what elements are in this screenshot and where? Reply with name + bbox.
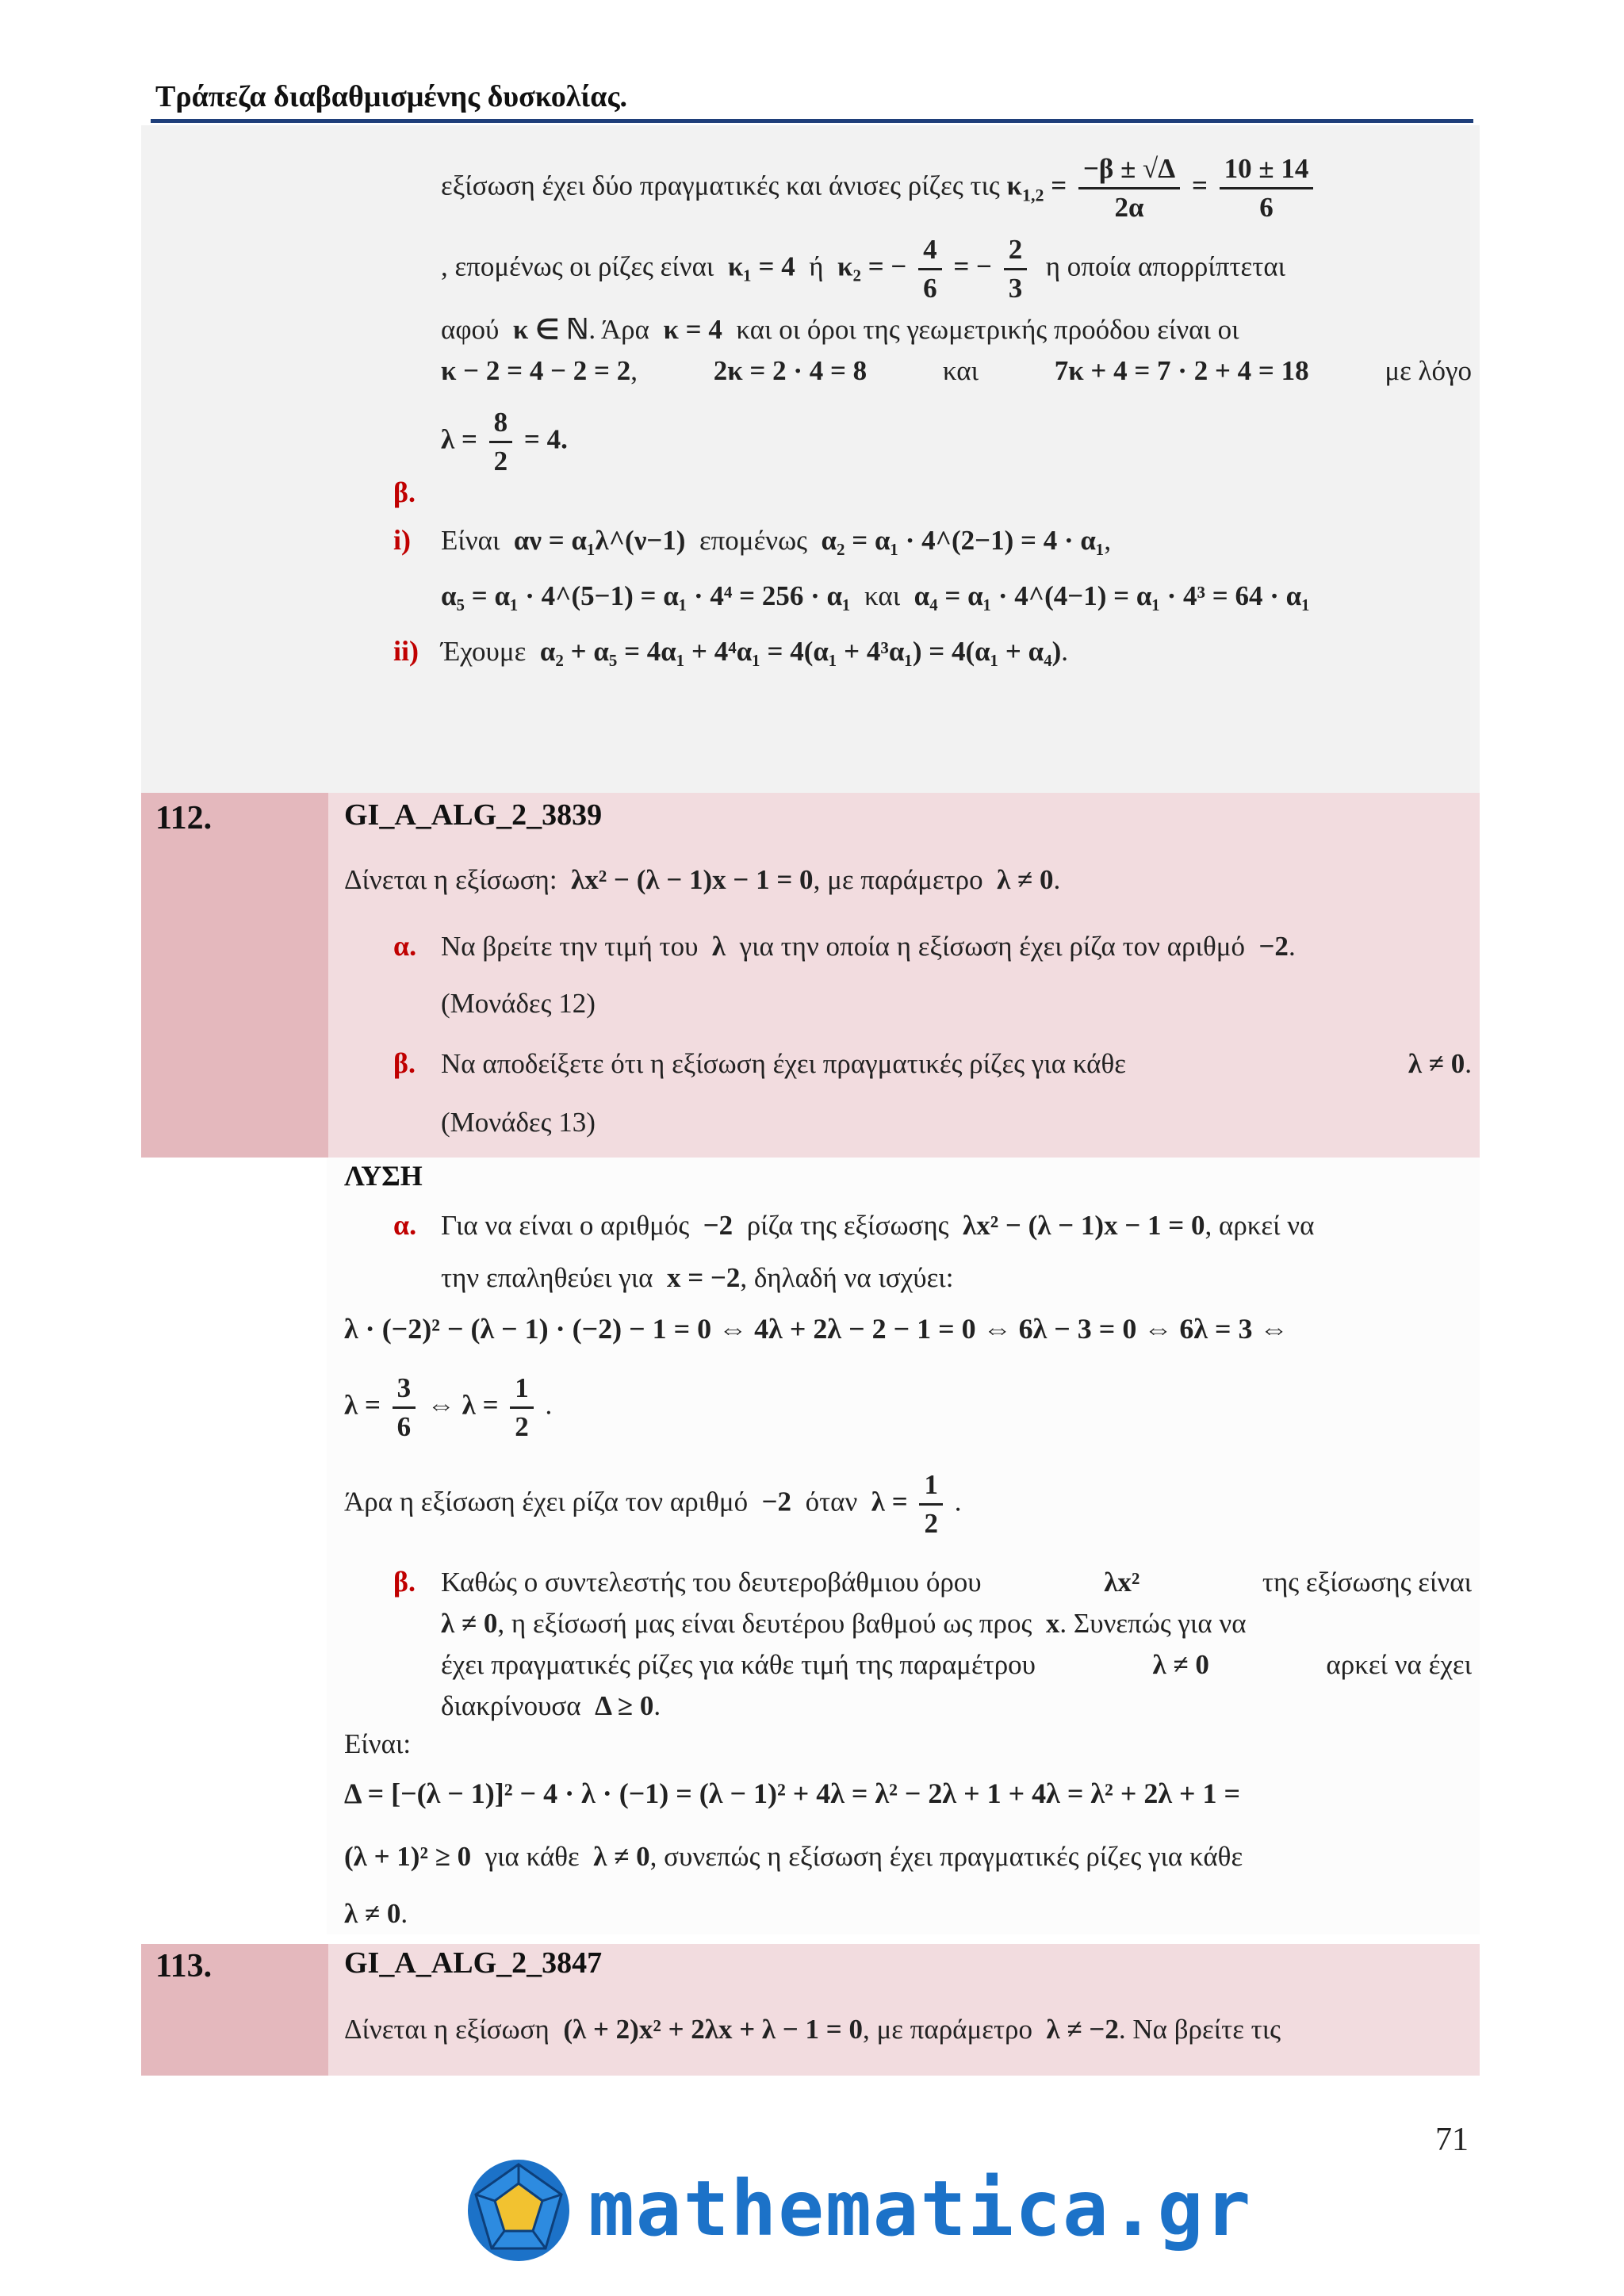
math: κ₁ = 4 xyxy=(727,251,795,282)
problem-112-a-points: (Μονάδες 12) xyxy=(441,988,596,1019)
math: λ = xyxy=(344,1389,381,1421)
frac-num: 10 ± 14 xyxy=(1220,151,1314,189)
text: . Συνεπώς για να xyxy=(1059,1608,1247,1639)
math-sub: 1,2 xyxy=(1021,185,1044,205)
prev-line-4 xyxy=(441,354,1472,388)
frac-den: 6 xyxy=(1259,192,1274,223)
text: . xyxy=(954,1486,962,1517)
math: λ ≠ 0 xyxy=(1408,1048,1465,1079)
solution-a-conclusion xyxy=(344,1467,961,1542)
text: . xyxy=(545,1389,553,1421)
prev-line-5 xyxy=(441,404,568,480)
math: (λ + 2)x² + 2λx + λ − 1 = 0 xyxy=(563,2014,863,2045)
logo-icon xyxy=(465,2156,573,2264)
math: λ ≠ −2 xyxy=(1046,2014,1119,2045)
solution-einai: Είναι: xyxy=(344,1728,412,1759)
frac-den: 2 xyxy=(493,446,508,476)
math: κ ∈ ℕ xyxy=(512,314,589,345)
solution-a-equation: λ · (−2)² − (λ − 1) · (−2) − 1 = 0 ⇔ 4λ + 2λ − 2 − 1 = 0 ⇔ 6λ − 3 = 0 ⇔ 6λ = 3 ⇔ xyxy=(344,1313,1289,1345)
solution-b-line-2 xyxy=(441,1606,1247,1641)
frac-den: 6 xyxy=(396,1411,412,1442)
frac-num: 4 xyxy=(918,232,942,270)
math: α₄ = α₁ · 4^(4−1) = α₁ · 4³ = 64 · α₁ xyxy=(914,580,1310,611)
text: Να βρείτε την τιμή του xyxy=(441,931,699,962)
math-eq: = xyxy=(1051,170,1067,201)
frac-num: 1 xyxy=(919,1467,943,1506)
math: α₂ = α₁ · 4^(2−1) = 4 · α₁ xyxy=(821,525,1105,556)
text: , συνεπώς η εξίσωση έχει πραγματικές ρίζες για κάθε xyxy=(649,1841,1243,1872)
problem-112-number: 112. xyxy=(155,800,213,836)
problem-112-statement-cell xyxy=(328,793,1480,1158)
solution-b-line-1 xyxy=(441,1565,1472,1600)
math: κ = 4 xyxy=(663,314,722,345)
math: = − xyxy=(953,251,992,282)
text: η οποία απορρίπτεται xyxy=(1045,251,1286,282)
text: την επαληθεύει για xyxy=(441,1262,653,1293)
problem-112-a xyxy=(441,929,1296,964)
text: Έχουμε xyxy=(441,636,527,667)
prev-line-2 xyxy=(441,232,1285,307)
problem-112-b-label: β. xyxy=(393,1047,416,1079)
math: x = −2 xyxy=(667,1262,741,1293)
text: Δίνεται η εξίσωση xyxy=(344,2014,550,2045)
math: λ = xyxy=(871,1486,908,1517)
text: έχει πραγματικές ρίζες για κάθε τιμή της παραμέτρου xyxy=(441,1649,1036,1680)
text: Για να είναι ο αριθμός xyxy=(441,1210,690,1241)
prev-line-i xyxy=(441,523,1111,558)
text: . Άρα xyxy=(588,314,649,345)
text: αφού xyxy=(441,314,500,345)
math: −2 xyxy=(1258,931,1289,962)
fraction xyxy=(1004,232,1028,307)
text: , δηλαδή να ισχύει: xyxy=(740,1262,954,1293)
frac-num: 8 xyxy=(489,404,513,443)
running-header: Τράπεζα διαβαθμισμένης δυσκολίας. xyxy=(155,80,627,113)
solution-b-line-4 xyxy=(441,1689,661,1724)
text: ρίζα της εξίσωσης xyxy=(746,1210,949,1241)
problem-113-number: 113. xyxy=(155,1948,213,1984)
text: επομένως xyxy=(699,525,807,556)
text: αρκεί να έχει xyxy=(1326,1649,1472,1680)
text: , με παράμετρο xyxy=(813,864,983,895)
math: ⇔ λ = xyxy=(427,1389,499,1421)
text: όταν xyxy=(805,1486,858,1517)
text: . xyxy=(1061,636,1069,667)
frac-den: 2 xyxy=(515,1411,529,1442)
math: λ xyxy=(711,931,726,962)
math: λx² − (λ − 1)x − 1 = 0 xyxy=(963,1210,1205,1241)
frac-den: 2α xyxy=(1114,192,1144,223)
part-ii-label: ii) xyxy=(393,635,419,667)
math-eq: = xyxy=(1191,170,1208,201)
frac-num: 1 xyxy=(510,1370,534,1409)
problem-112-b-points: (Μονάδες 13) xyxy=(441,1107,596,1138)
prev-line-1 xyxy=(441,151,1318,226)
text: . xyxy=(653,1690,661,1721)
math: λ ≠ 0 xyxy=(1152,1649,1209,1680)
math: λ ≠ 0 xyxy=(593,1841,650,1872)
text: ή xyxy=(809,251,824,282)
math: λx² − (λ − 1)x − 1 = 0 xyxy=(571,864,814,895)
text: με λόγο xyxy=(1385,355,1472,386)
logo-wordmark: mathematica.gr xyxy=(588,2164,1253,2253)
frac-den: 6 xyxy=(923,273,937,304)
math: 7κ + 4 = 7 · 2 + 4 = 18 xyxy=(1054,355,1309,386)
math: α₅ = α₁ · 4^(5−1) = α₁ · 4⁴ = 256 · α₁ xyxy=(441,580,851,611)
problem-113-statement xyxy=(344,2012,1281,2047)
problem-112-number-cell xyxy=(141,793,328,1158)
math: −2 xyxy=(703,1210,733,1241)
prev-line-3 xyxy=(441,312,1239,347)
problem-112-statement xyxy=(344,863,1060,897)
text: Δίνεται η εξίσωση: xyxy=(344,864,557,895)
solution-discriminant: Δ = [−(λ − 1)]² − 4 · λ · (−1) = (λ − 1)² + 4λ = λ² − 2λ + 1 + 4λ = λ² + 2λ + 1 = xyxy=(344,1777,1241,1809)
page-number: 71 xyxy=(1435,2122,1469,2158)
text: . xyxy=(1465,1048,1472,1079)
text: , η εξίσωσή μας είναι δευτέρου βαθμού ως προς xyxy=(497,1608,1032,1639)
frac-num: 3 xyxy=(393,1370,416,1409)
fraction xyxy=(393,1370,416,1445)
text: εξίσωση έχει δύο πραγματικές και άνισες ρίζες τις xyxy=(441,170,1000,201)
fraction xyxy=(919,1467,943,1542)
prev-line-i2 xyxy=(441,579,1310,614)
math: α₂ + α₅ = 4α₁ + 4⁴α₁ = 4(α₁ + 4³α₁) = 4(α₁ + α₄) xyxy=(539,636,1062,667)
fraction xyxy=(918,232,942,307)
math: x xyxy=(1045,1608,1060,1639)
text: , xyxy=(630,355,638,386)
text: , επομένως οι ρίζες είναι xyxy=(441,251,714,282)
text: και οι όροι της γεωμετρικής προόδου είναι οι xyxy=(736,314,1239,345)
math: 2κ = 2 · 4 = 8 xyxy=(713,355,868,386)
text: για κάθε xyxy=(485,1841,580,1872)
problem-112-code: GI_A_ALG_2_3839 xyxy=(344,798,603,832)
math: λ ≠ 0 xyxy=(441,1608,498,1639)
fraction xyxy=(1078,151,1180,226)
fraction xyxy=(489,404,513,480)
solution-b-label: β. xyxy=(393,1566,416,1598)
fraction xyxy=(1220,151,1314,226)
math: λ = xyxy=(441,423,477,455)
text: Καθώς ο συντελεστής του δευτεροβάθμιου όρου xyxy=(441,1567,982,1598)
part-beta-label: β. xyxy=(393,476,416,508)
text: . xyxy=(1053,864,1061,895)
solution-a-label: α. xyxy=(393,1209,417,1241)
text: για την οποία η εξίσωση έχει ρίζα τον αριθμό xyxy=(739,931,1245,962)
math: (λ + 1)² ≥ 0 xyxy=(344,1841,472,1872)
solution-b-line-3 xyxy=(441,1647,1472,1682)
solution-heading: ΛΥΣΗ xyxy=(344,1160,423,1192)
text: Να αποδείξετε ότι η εξίσωση έχει πραγματικές ρίζες για κάθε xyxy=(441,1048,1126,1079)
solution-discriminant-3 xyxy=(344,1896,408,1931)
problem-113-code: GI_A_ALG_2_3847 xyxy=(344,1946,603,1980)
frac-num: −β ± √Δ xyxy=(1078,151,1180,189)
problem-112-b xyxy=(441,1047,1472,1081)
text: , με παράμετρο xyxy=(862,2014,1033,2045)
solution-a-result xyxy=(344,1370,552,1445)
text: διακρίνουσα xyxy=(441,1690,581,1721)
text: Είναι xyxy=(441,525,500,556)
frac-num: 2 xyxy=(1004,232,1028,270)
text: και xyxy=(864,580,901,611)
math: Δ ≥ 0 xyxy=(595,1690,654,1721)
text: . Να βρείτε τις xyxy=(1118,2014,1281,2045)
math: κ₂ = − xyxy=(837,251,907,282)
math: λ ≠ 0 xyxy=(997,864,1054,895)
solution-a-line-1 xyxy=(441,1208,1314,1243)
math: λx² xyxy=(1104,1567,1140,1598)
math: κ − 2 = 4 − 2 = 2 xyxy=(441,355,631,386)
text: . xyxy=(400,1898,408,1929)
text: της εξίσωσης είναι xyxy=(1262,1567,1472,1598)
text: και xyxy=(942,355,979,386)
part-i-label: i) xyxy=(393,524,411,556)
math: λ ≠ 0 xyxy=(344,1898,401,1929)
frac-den: 2 xyxy=(924,1508,938,1539)
math: = 4. xyxy=(523,423,568,455)
text: . xyxy=(1288,931,1296,962)
solution-discriminant-2 xyxy=(344,1839,1243,1874)
text: , xyxy=(1104,525,1112,556)
frac-den: 3 xyxy=(1008,273,1023,304)
solution-a-line-2 xyxy=(441,1261,953,1295)
math-k: κ xyxy=(1006,170,1022,201)
problem-112-a-label: α. xyxy=(393,930,417,962)
math: −2 xyxy=(761,1486,792,1517)
fraction xyxy=(510,1370,534,1445)
header-rule xyxy=(151,119,1473,123)
text: Άρα η εξίσωση έχει ρίζα τον αριθμό xyxy=(344,1486,749,1517)
prev-line-ii xyxy=(441,634,1068,669)
math: αν = α₁λ^(ν−1) xyxy=(513,525,686,556)
text: , αρκεί να xyxy=(1205,1210,1315,1241)
